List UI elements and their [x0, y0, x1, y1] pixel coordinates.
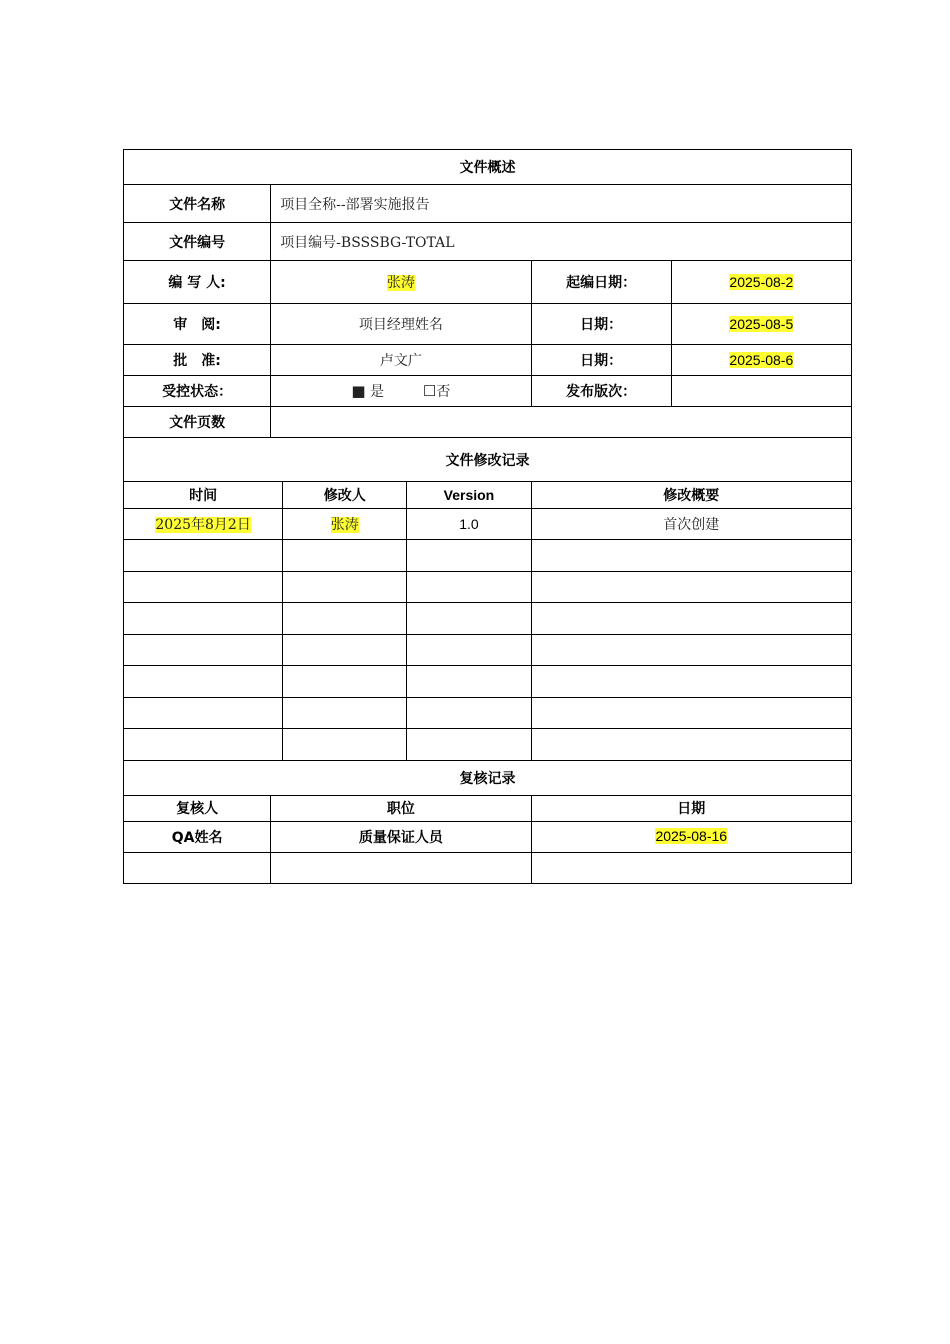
revision-summary — [531, 634, 851, 666]
revision-version — [407, 729, 531, 761]
table-row — [124, 697, 852, 729]
reviewer-name: QA姓名 — [124, 821, 271, 852]
control-no-label: 否 — [436, 384, 451, 400]
review-record-date: 2025-08-16 — [655, 828, 728, 844]
revision-editor — [283, 697, 407, 729]
author-value: 张涛 — [386, 275, 415, 291]
revisions-title: 文件修改记录 — [124, 438, 852, 482]
revision-time — [124, 571, 283, 603]
release-label: 发布版次： — [531, 376, 671, 407]
approve-date-label: 日期： — [531, 345, 671, 376]
document-control-table — [123, 149, 852, 884]
revision-time — [124, 634, 283, 666]
revisions-header-summary: 修改概要 — [531, 482, 851, 509]
review-header-reviewer: 复核人 — [124, 795, 271, 821]
revision-time — [124, 697, 283, 729]
review-date-label: 日期： — [531, 304, 671, 345]
revision-editor — [283, 634, 407, 666]
revision-editor: 张涛 — [330, 517, 359, 533]
pages-value — [271, 407, 852, 438]
file-name-label: 文件名称 — [124, 185, 271, 223]
revision-version — [407, 540, 531, 572]
revision-time-cell — [124, 509, 283, 540]
revision-time — [124, 603, 283, 635]
revision-editor — [283, 571, 407, 603]
approve-label: 批 准: — [124, 345, 271, 376]
pages-label: 文件页数 — [124, 407, 271, 438]
revision-time — [124, 666, 283, 698]
revisions-header-version: Version — [407, 482, 531, 509]
table-row — [124, 540, 852, 572]
revisions-header-time: 时间 — [124, 482, 283, 509]
revision-version — [407, 666, 531, 698]
table-row — [124, 666, 852, 698]
overview-title: 文件概述 — [124, 150, 852, 185]
table-row — [124, 729, 852, 761]
approve-date-value: 2025-08-6 — [729, 351, 794, 368]
revisions-header-editor: 修改人 — [283, 482, 407, 509]
revision-summary — [531, 540, 851, 572]
file-code-label: 文件编号 — [124, 223, 271, 261]
start-date-label: 起编日期： — [531, 261, 671, 304]
table-row — [124, 821, 852, 852]
revision-editor — [283, 666, 407, 698]
revision-summary: 首次创建 — [531, 509, 851, 540]
table-row — [124, 852, 852, 883]
review-header-date: 日期 — [531, 795, 851, 821]
reviewer-name — [124, 852, 271, 883]
revision-time — [124, 540, 283, 572]
control-status-label: 受控状态： — [124, 376, 271, 407]
revision-version — [407, 603, 531, 635]
review-value: 项目经理姓名 — [271, 304, 531, 345]
review-header-position: 职位 — [271, 795, 531, 821]
revision-editor-cell — [283, 509, 407, 540]
unchecked-box-icon: ☐ — [422, 382, 437, 400]
review-date-cell — [671, 304, 851, 345]
revision-version — [407, 571, 531, 603]
revision-editor — [283, 729, 407, 761]
revision-summary — [531, 729, 851, 761]
revision-editor — [283, 540, 407, 572]
table-row — [124, 509, 852, 540]
approve-value: 卢文广 — [271, 345, 531, 376]
revision-version — [407, 697, 531, 729]
table-row — [124, 634, 852, 666]
start-date-cell — [671, 261, 851, 304]
revision-version: 1.0 — [407, 509, 531, 540]
release-value — [671, 376, 851, 407]
revision-version — [407, 634, 531, 666]
review-label: 审 阅: — [124, 304, 271, 345]
file-code-value: 项目编号-BSSSBG-TOTAL — [271, 223, 852, 261]
start-date-value: 2025-08-2 — [729, 273, 794, 290]
revision-time: 2025年8月2日 — [155, 517, 251, 533]
review-date-value: 2025-08-5 — [729, 315, 794, 332]
file-name-value: 项目全称--部署实施报告 — [271, 185, 852, 223]
review-date-cell-2 — [531, 821, 851, 852]
reviewer-position — [271, 852, 531, 883]
review-record-date — [531, 852, 851, 883]
revision-summary — [531, 603, 851, 635]
revision-time — [124, 729, 283, 761]
author-cell — [271, 261, 531, 304]
checked-box-icon: ■ — [351, 382, 366, 400]
revision-editor — [283, 603, 407, 635]
table-row — [124, 603, 852, 635]
author-label: 编 写 人: — [124, 261, 271, 304]
table-row — [124, 571, 852, 603]
approve-date-cell — [671, 345, 851, 376]
control-status-value — [271, 376, 531, 407]
review-title: 复核记录 — [124, 760, 852, 795]
revision-summary — [531, 697, 851, 729]
revision-summary — [531, 571, 851, 603]
reviewer-position: 质量保证人员 — [271, 821, 531, 852]
revision-summary — [531, 666, 851, 698]
control-yes-label: 是 — [369, 384, 384, 400]
